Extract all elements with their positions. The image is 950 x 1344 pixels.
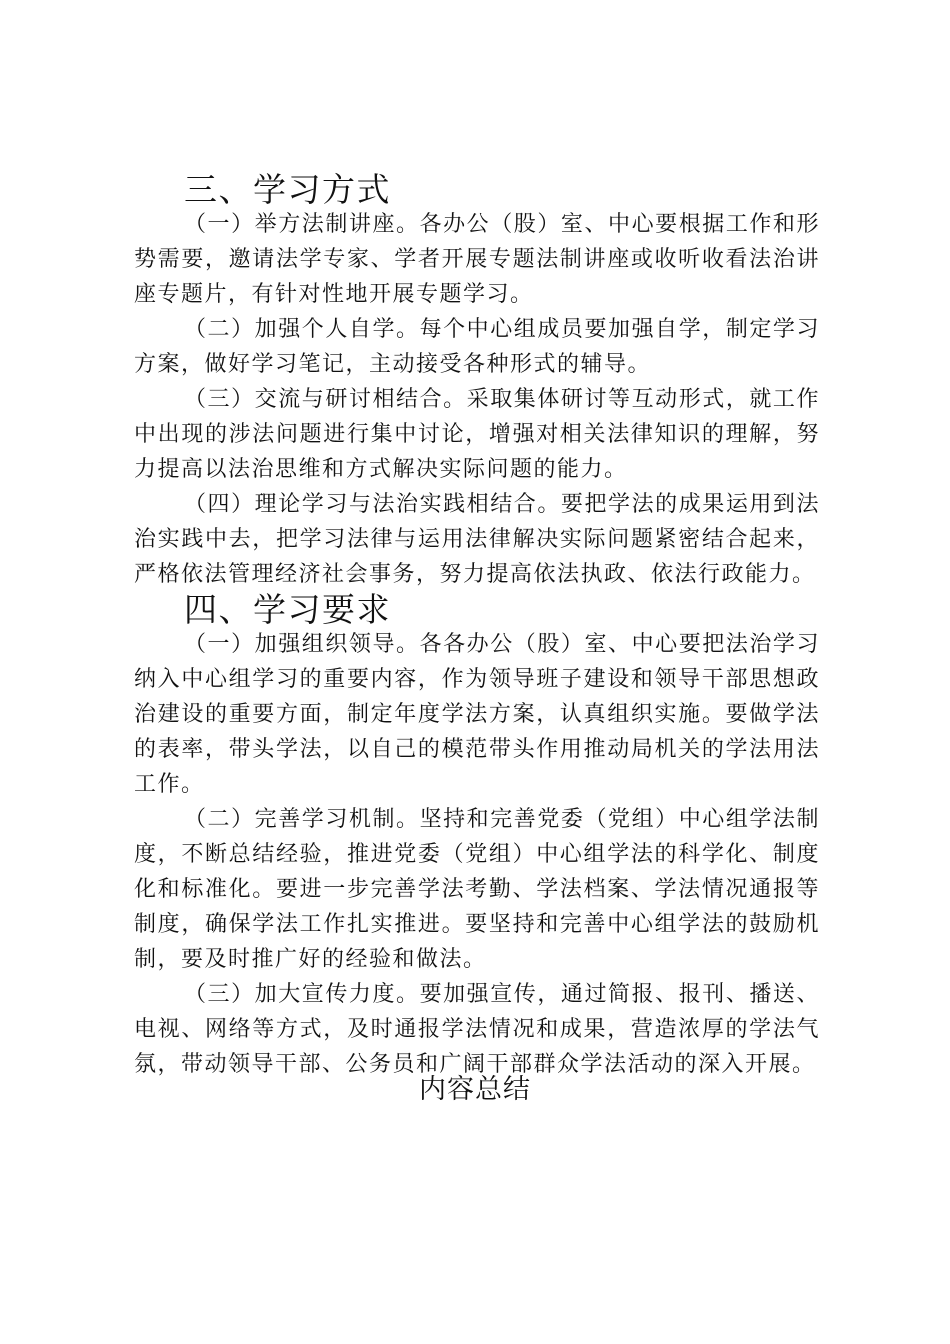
summary-title: 内容总结 [419,1074,531,1105]
section-heading-study-methods: 三、学习方式 [184,170,391,209]
paragraph-legal-lectures: （一）举方法制讲座。各办公（股）室、中心要根据工作和形势需要，邀请法学专家、学者开展专题法制讲座或收听收看法治讲座专题片，有针对性地开展专题学习。 [134,212,820,307]
paragraph-theory-practice: （四）理论学习与法治实践相结合。要把学法的成果运用到法治实践中去，把学习法律与运用法律解决实际问题紧密结合起来，严格依法管理经济社会事务，努力提高依法执政、依法行政能力。 [134,492,820,587]
paragraph-exchange-discussion: （三）交流与研讨相结合。采取集体研讨等互动形式，就工作中出现的涉法问题进行集中讨论，增强对相关法律知识的理解，努力提高以法治思维和方式解决实际问题的能力。 [134,387,820,482]
paragraph-organization-leadership: （一）加强组织领导。各各办公（股）室、中心要把法治学习纳入中心组学习的重要内容，作为领导班子建设和领导干部思想政治建设的重要方面，制定年度学法方案，认真组织实施。要做学法的表率，带头学法，以自己的模范带头作用推动局机关的学法用法工作。 [134,632,820,797]
document-body [134,172,820,1082]
paragraph-publicity: （三）加大宣传力度。要加强宣传，通过简报、报刊、播送、电视、网络等方式，及时通报学法情况和成果，营造浓厚的学法气氛，带动领导干部、公务员和广阔干部群众学法活动的深入开展。 [134,982,820,1077]
paragraph-study-mechanism: （二）完善学习机制。坚持和完善党委（党组）中心组学法制度，不断总结经验，推进党委（党组）中心组学法的科学化、制度化和标准化。要进一步完善学法考勤、学法档案、学法情况通报等制度，确保学法工作扎实推进。要坚持和完善中心组学法的鼓励机制，要及时推广好的经验和做法。 [134,807,820,972]
section-heading-study-requirements: 四、学习要求 [184,590,391,629]
paragraph-self-study: （二）加强个人自学。每个中心组成员要加强自学，制定学习方案，做好学习笔记，主动接受各种形式的辅导。 [134,317,820,377]
